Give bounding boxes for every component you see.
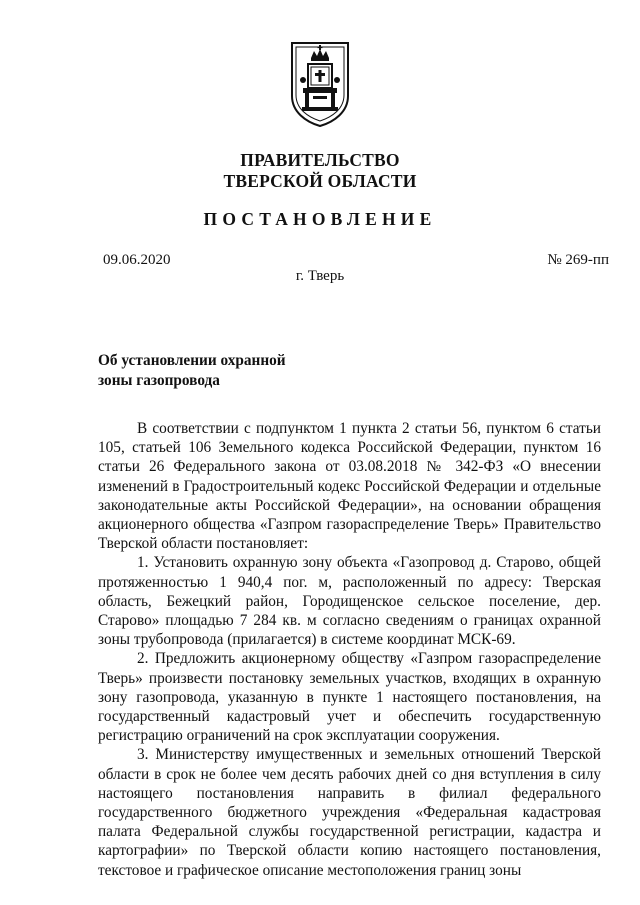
document-number: № 269-пп [547,252,609,268]
clause-3-paragraph: 3. Министерству имущественных и земельных отношений Тверской области в срок не более чем десять рабочих дней со дня вступления в силу настоящего постановления направить в филиал федерального государственного бюджетного учреждения «Федеральная кадастровая палата Федеральной службы государственной регистрации, кадастра и картографии» по Тверской области копию настоящего постановления, текстовое и графическое описание местоположения границ зоны [98,746,601,879]
document-body [98,419,601,880]
subject-line-1: Об установлении охранной [98,352,286,369]
subject-line-2: зоны газопровода [98,372,220,389]
document-city: г. Тверь [295,268,345,284]
clause-2-paragraph: 2. Предложить акционерному обществу «Газпром газораспределение Тверь» произвести постановку земельных участков, входящих в охранную зону газопровода, указанную в пункте 1 настоящего постановления, на государственный кадастровый учет и обеспечить государственную регистрацию ограничений на срок эксплуатации сооружения. [98,650,601,745]
preamble-paragraph: В соответствии с подпунктом 1 пункта 2 статьи 56, пунктом 6 статьи 105, статьей 106 Земельного кодекса Российской Федерации, пунктом 16 статьи 26 Федерального закона от 03.08.2018 № 342-ФЗ «О внесении изменений в Градостроительный кодекс Российской Федерации и отдельные законодательные акты Российской Федерации», на основании обращения акционерного общества «Газпром газораспределение Тверь» Правительство Тверской области постановляет: [98,420,601,553]
coat-of-arms-icon [289,40,351,128]
document-date: 09.06.2020 [103,252,171,268]
issuer-line-1: ПРАВИТЕЛЬСТВО [240,150,400,170]
issuer-line-2: ТВЕРСКОЙ ОБЛАСТИ [223,171,417,191]
clause-1-paragraph: 1. Установить охранную зону объекта «Газопровод д. Старово, общей протяженностью 1 940,4 пог. м, расположенный по адресу: Тверская область, Бежецкий район, Городищенское сельское поселение, дер. Старово» площадью 7 284 кв. м согласно сведениям о границах охранной зоны трубопровода (прилагается) в системе координат МСК-69. [98,554,601,649]
document-type: ПОСТАНОВЛЕНИЕ [203,209,437,229]
